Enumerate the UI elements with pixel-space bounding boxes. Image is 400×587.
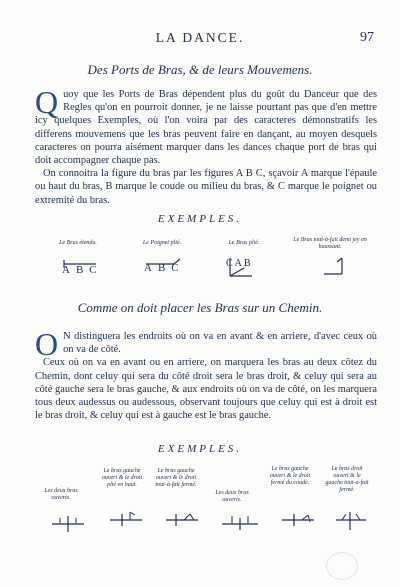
example1-caption-4: Le Bras tout-à-fait demi jey en haussant. (293, 237, 367, 250)
figure-path-5 (280, 508, 316, 532)
section2-paragraph-2: Ceux où on va en avant ou en arriere, on marquera les bras au deux côtez du Chemin, dont celuy qui sera du côté droit sera le bras droit, & celuy qui sera au côté gauche sera le bras gauche, & aux endroits où on va de côté, on les marquera tous deux audessus ou audessous, observant toujours que celuy qui est à droit est le bras droit, & celuy qui est à gauche est le bras gauche. (35, 357, 377, 422)
example2-caption-3: Le bras gauche ouvert & le droit tout-à-fait fermé. (155, 468, 197, 488)
figure-path-6 (334, 508, 368, 534)
section2-body (35, 326, 377, 422)
examples-title-1: EXEMPLES. (157, 213, 243, 225)
section2-paragraph-1-text: N distinguera les endroits où on va en avant & en arriere, d'avec ceux où on va de côté. (63, 331, 377, 356)
figure-letters-2: ABC (144, 262, 185, 274)
figure-path-3 (164, 508, 200, 532)
section1-paragraph-2: On connoitra la figure du bras par les figures A B C, sçavoir A marque l'épaule ou haut du bras, B marque le coude ou milieu du bras, & C marque le poignet ou extremité du bras. (35, 168, 377, 206)
dropcap-o: O (35, 326, 59, 362)
examples-title-2: EXEMPLES. (157, 443, 243, 455)
section-heading-ports-de-bras: Des Ports de Bras, & de leurs Mouvemens. (87, 62, 313, 77)
library-stamp (326, 552, 358, 580)
example1-caption-1: Le Bras étendu. (59, 240, 97, 246)
section1-paragraph-1-text: uoy que les Ports de Bras dépendent plus du goût du Danceur que des Regles qu'on en pourroit donner, je ne laisse pourtant pas que d'en mettre icy quelques Exemples, où l'on voira par des caracteres démonstratifs les differens mouvemens que les bras peuvent faire en dançant, au moyen desquels caracteres on pourra aisément marquer dans les dances chaque port de bras qui doit accompagner chaque pas. (35, 89, 377, 167)
figure-letters-3: CAB (226, 258, 253, 269)
example2-caption-5: Le bras gauche ouvert & le droit fermé du coude. (269, 466, 311, 486)
section1-paragraph-1 (35, 84, 377, 167)
example2-caption-1: Les deux bras ouverts. (44, 488, 78, 501)
figure-path-4 (220, 510, 260, 534)
example2-caption-4: Les deux bras ouverts. (215, 490, 249, 503)
section-heading-chemin: Comme on doit placer les Bras sur un Chemin. (77, 300, 323, 315)
example1-caption-2: Le Poignet plié. (142, 240, 182, 246)
page-number: 97 (360, 30, 374, 45)
running-title: LA DANCE. (155, 30, 245, 45)
example1-caption-3: Le Bras plié. (228, 240, 260, 246)
section2-paragraph-1 (35, 326, 377, 362)
example2-caption-6: Le bras droit ouvert & le gauche tout-à-fait fermé. (325, 466, 369, 493)
dropcap-q: Q (35, 84, 59, 120)
section1-body (35, 84, 377, 207)
example2-caption-2: Le bras gauche ouvert & le droit plié en haut. (101, 468, 143, 488)
figure-path-1 (50, 512, 86, 536)
figure-letters-1: ABC (62, 264, 103, 276)
figure-path-2 (108, 508, 144, 532)
figure-bras-demi-jete (322, 254, 352, 280)
